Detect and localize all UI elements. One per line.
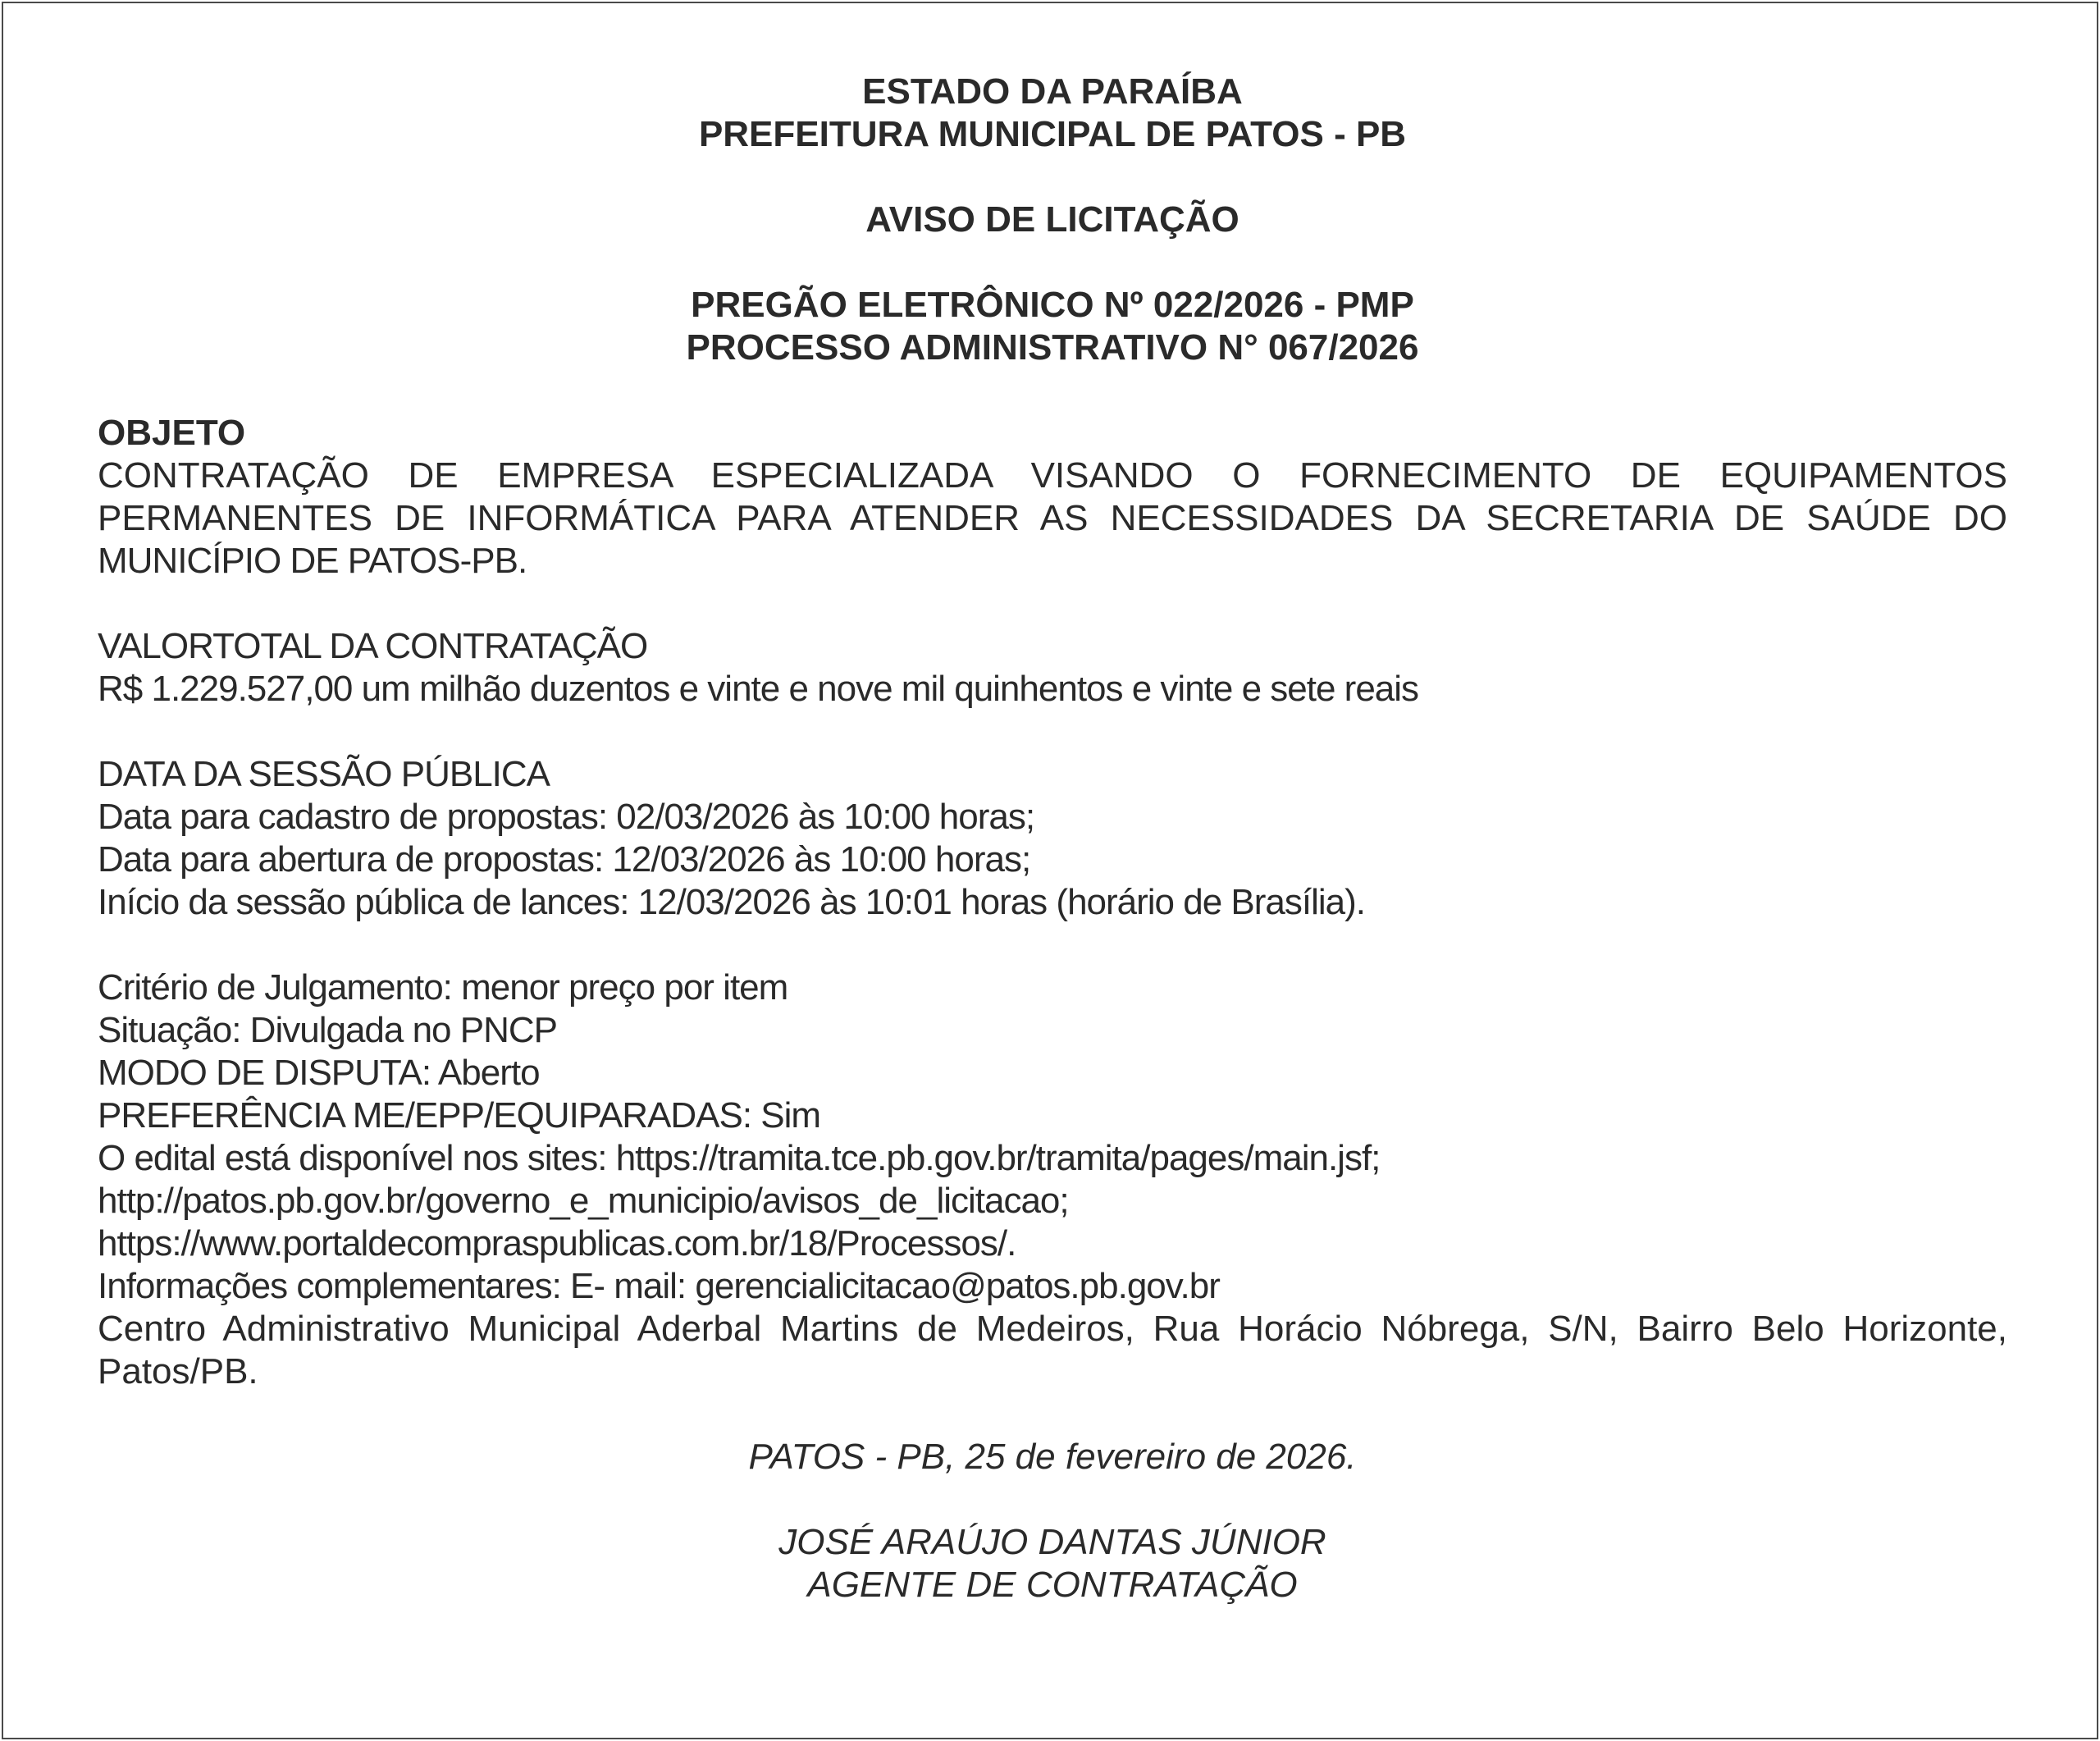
state-name: ESTADO DA PARAÍBA [862,71,1243,112]
processo-number: PROCESSO ADMINISTRATIVO N° 067/2026 [686,327,1419,368]
notice-title: AVISO DE LICITAÇÃO [865,199,1239,240]
header-block [98,71,2007,156]
footer-block [98,1436,2007,1606]
criterio-line: Critério de Julgamento: menor preço por item [98,967,788,1008]
email-line: Informações complementares: E- mail: gerencialicitacao@patos.pb.gov.br [98,1266,1220,1306]
address-line: Centro Administrativo Municipal Aderbal Martins de Medeiros, Rua Horácio Nóbrega, S/N, Bairro Belo Horizonte, [98,1309,2007,1349]
valor-section [98,625,2007,711]
edital-sites-line: O edital está disponível nos sites: https://tramita.tce.pb.gov.br/tramita/pages/main.jsf; [98,1138,1381,1178]
objeto-section [98,412,2007,583]
preferencia-line: PREFERÊNCIA ME/EPP/EQUIPARADAS: Sim [98,1095,821,1136]
address-line: Patos/PB. [98,1351,258,1391]
objeto-line: PERMANENTES DE INFORMÁTICA PARA ATENDER AS NECESSIDADES DA SECRETARIA DE SAÚDE DO [98,498,2007,538]
objeto-heading: OBJETO [98,413,246,453]
objeto-line: CONTRATAÇÃO DE EMPRESA ESPECIALIZADA VISANDO O FORNECIMENTO DE EQUIPAMENTOS [98,455,2007,496]
sessao-line: Início da sessão pública de lances: 12/03/2026 às 10:01 horas (horário de Brasília). [98,882,1366,922]
city-hall-name: PREFEITURA MUNICIPAL DE PATOS - PB [698,114,1407,154]
signatory-name: JOSÉ ARAÚJO DANTAS JÚNIOR [778,1522,1326,1562]
signatory-role: AGENTE DE CONTRATAÇÃO [807,1565,1298,1605]
edital-site-portal: https://www.portaldecompraspublicas.com.br/18/Processos/. [98,1223,1016,1263]
sessao-section [98,753,2007,924]
info-section [98,966,2007,1393]
valor-heading: VALORTOTAL DA CONTRATAÇÃO [98,626,648,666]
valor-text: R$ 1.229.527,00 um milhão duzentos e vinte e nove mil quinhentos e vinte e sete reais [98,669,1419,709]
sessao-line: Data para abertura de propostas: 12/03/2026 às 10:00 horas; [98,839,1031,880]
pregao-number: PREGÃO ELETRÔNICO Nº 022/2026 - PMP [691,285,1414,325]
objeto-line: MUNICÍPIO DE PATOS-PB. [98,541,527,581]
notice-content [98,71,2007,1606]
licitacao-notice [2,2,2098,1739]
sessao-line: Data para cadastro de propostas: 02/03/2026 às 10:00 horas; [98,797,1035,837]
edital-site-patos: http://patos.pb.gov.br/governo_e_municipio/avisos_de_licitacao; [98,1181,1069,1221]
sessao-heading: DATA DA SESSÃO PÚBLICA [98,754,550,794]
modo-disputa-line: MODO DE DISPUTA: Aberto [98,1053,540,1093]
situacao-line: Situação: Divulgada no PNCP [98,1010,557,1050]
place-date: PATOS - PB, 25 de fevereiro de 2026. [748,1437,1357,1477]
